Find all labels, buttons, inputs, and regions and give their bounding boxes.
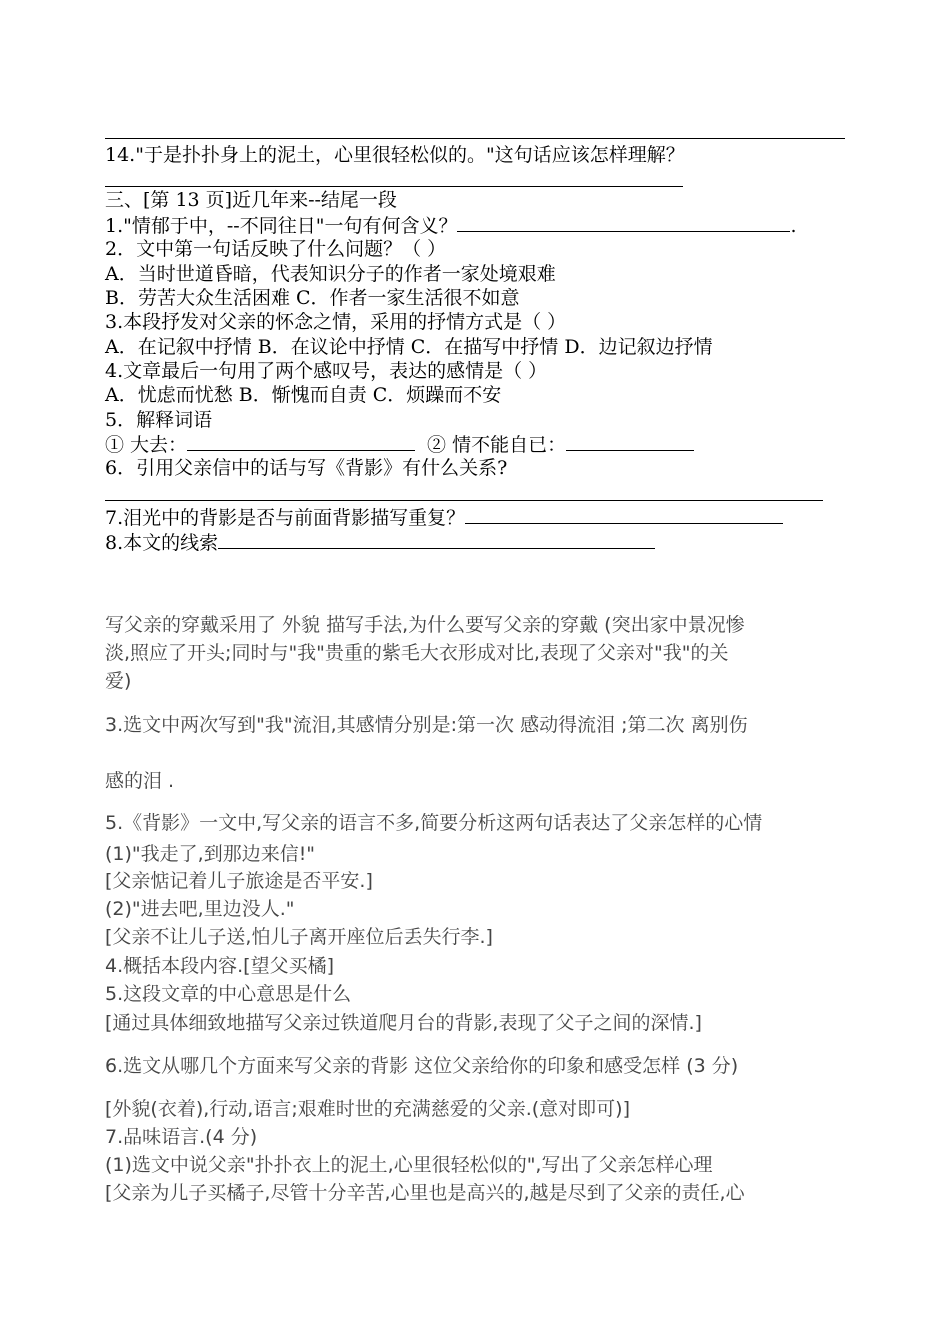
answer-line [105, 138, 845, 139]
answer-blank [187, 432, 415, 451]
answer-para-line: 6.选文从哪几个方面来写父亲的背影 这位父亲给你的印象和感受怎样 (3 分) [105, 1055, 739, 1077]
answer-para-line: 3.选文中两次写到"我"流泪,其感情分别是:第一次 感动得流泪 ;第二次 离别伤 [105, 714, 748, 736]
answer-para-line: 淡,照应了开头;同时与"我"贵重的紫毛大衣形成对比,表现了父亲对"我"的关 [105, 642, 729, 664]
question-5-items [105, 432, 694, 457]
question-1-text: 1."情郁于中，--不同往日"一句有何含义？ [105, 215, 458, 237]
answer-para-line: 写父亲的穿戴采用了 外貌 描写手法,为什么要写父亲的穿戴 (突出家中景况惨 [105, 614, 745, 636]
answer-para-line: (1)选文中说父亲"扑扑衣上的泥土,心里很轻松似的",写出了父亲怎样心理 [105, 1154, 713, 1176]
answer-line [105, 500, 823, 501]
answer-blank [465, 505, 783, 524]
question-7-text: 7.泪光中的背影是否与前面背影描写重复？ [105, 507, 466, 529]
answer-para-line: [父亲为儿子买橘子,尽管十分辛苦,心里也是高兴的,越是尽到了父亲的责任,心 [105, 1182, 745, 1204]
section-title: 三、[第 13 页]近几年来--结尾一段 [105, 189, 397, 211]
answer-para-line: 7.品味语言.(4 分) [105, 1126, 258, 1148]
question-4-options: A．忧虑而忧愁 B．惭愧而自责 C．烦躁而不安 [105, 384, 502, 406]
answer-para-line: [通过具体细致地描写父亲过铁道爬月台的背影,表现了父子之间的深情.] [105, 1012, 702, 1034]
question-8 [105, 530, 655, 555]
answer-para-line: 爱) [105, 670, 132, 692]
question-3-options: A．在记叙中抒情 B．在议论中抒情 C．在描写中抒情 D．边记叙边抒情 [105, 336, 713, 358]
answer-para-line: [父亲惦记着儿子旅途是否平安.] [105, 870, 373, 892]
answer-blank [457, 213, 790, 232]
question-14: 14."于是扑扑身上的泥土，心里很轻松似的。"这句话应该怎样理解？ [105, 144, 685, 166]
question-8-text: 8.本文的线索 [105, 532, 219, 554]
question-5-item-1: ① 大去： [105, 434, 188, 456]
answer-blank [218, 530, 655, 549]
answer-para-line: (1)"我走了,到那边来信!" [105, 843, 316, 865]
question-3: 3.本段抒发对父亲的怀念之情，采用的抒情方式是（ ） [105, 311, 567, 333]
question-2-option-a: A．当时世道昏暗，代表知识分子的作者一家处境艰难 [105, 263, 556, 285]
question-5-item-2: ② 情不能自已： [427, 434, 567, 456]
answer-para-line: 4.概括本段内容.[望父买橘] [105, 955, 334, 977]
question-4: 4.文章最后一句用了两个感叹号，表达的感情是（ ） [105, 360, 548, 382]
answer-para-line: 5.《背影》一文中,写父亲的语言不多,简要分析这两句话表达了父亲怎样的心情 [105, 812, 763, 834]
answer-blank [566, 432, 694, 451]
question-7 [105, 505, 783, 530]
question-1 [105, 213, 797, 238]
question-2: 2．文中第一句话反映了什么问题？（ ） [105, 238, 447, 260]
answer-para-line: [父亲不让儿子送,怕儿子离开座位后丢失行李.] [105, 926, 493, 948]
question-2-option-bc: B．劳苦大众生活困难 C．作者一家生活很不如意 [105, 287, 520, 309]
answer-para-line: [外貌(衣着),行动,语言;艰难时世的充满慈爱的父亲.(意对即可)] [105, 1098, 630, 1120]
answer-para-line: (2)"进去吧,里边没人." [105, 898, 295, 920]
question-5: 5．解释词语 [105, 409, 213, 431]
question-6: 6．引用父亲信中的话与写《背影》有什么关系? [105, 457, 508, 479]
answer-para-line: 感的泪 . [105, 770, 175, 792]
answer-para-line: 5.这段文章的中心意思是什么 [105, 983, 352, 1005]
question-1-end: . [790, 215, 797, 237]
answer-line [105, 186, 683, 187]
